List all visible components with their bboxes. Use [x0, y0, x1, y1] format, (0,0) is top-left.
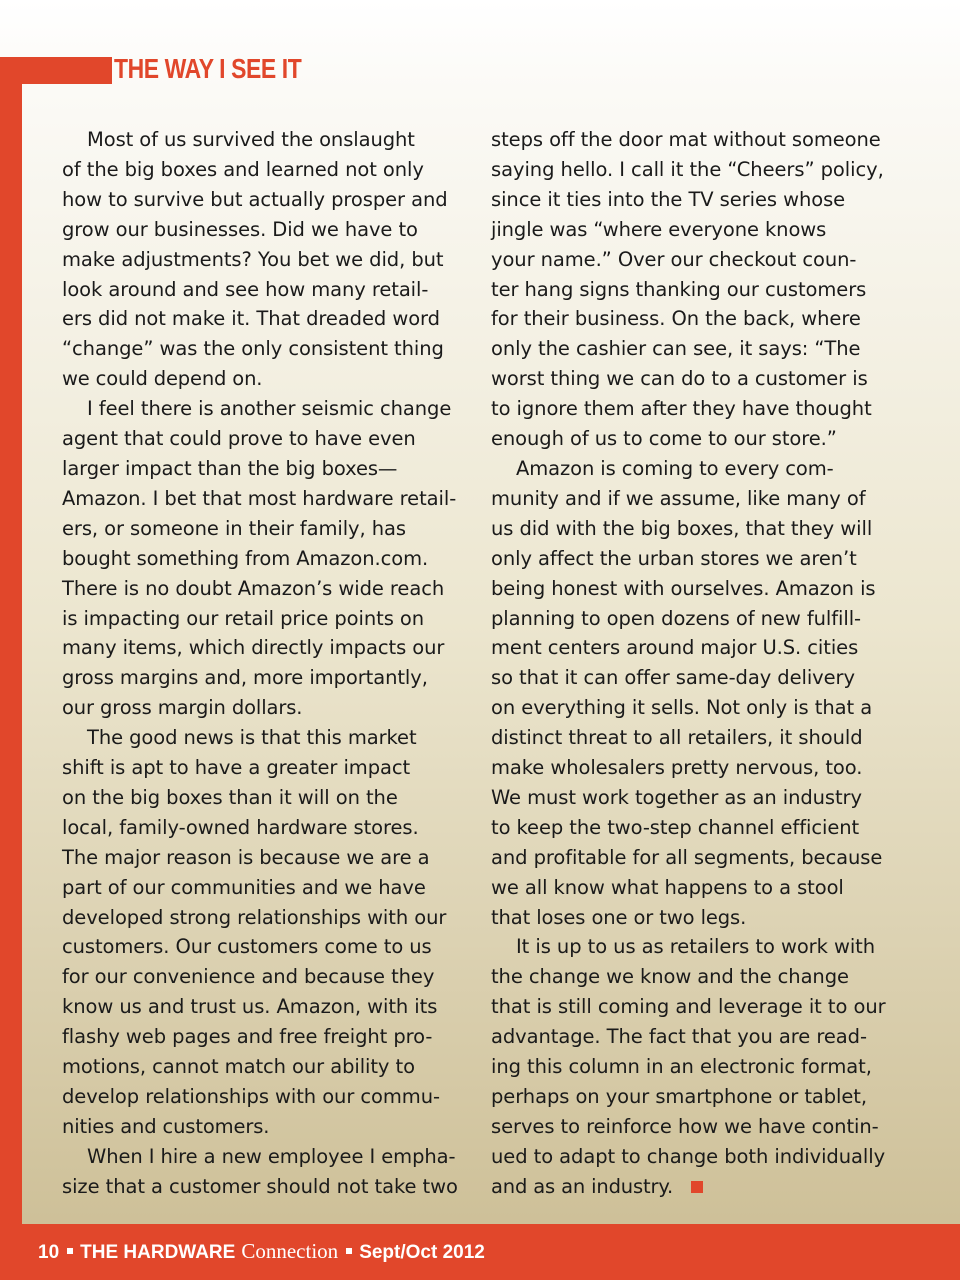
text-line	[491, 723, 906, 753]
text-line-content: When I hire a new employee I empha-	[87, 1144, 456, 1168]
text-line	[62, 753, 477, 783]
text-line-content: We must work together as an industry	[491, 785, 862, 809]
text-line	[62, 932, 477, 962]
end-of-article-square-icon	[691, 1181, 703, 1193]
text-line	[62, 1172, 477, 1202]
text-line-content: shift is apt to have a greater impact	[62, 756, 411, 780]
text-line	[491, 364, 906, 394]
text-line-content: to keep the two-step channel efficient	[491, 815, 860, 839]
text-line	[62, 245, 477, 275]
text-line-content: your name.” Over our checkout coun-	[491, 247, 857, 271]
text-line-content: to ignore them after they have thought	[491, 397, 872, 421]
text-line	[491, 932, 906, 962]
text-line-content: The major reason is because we are a	[62, 845, 430, 869]
text-line-content: agent that could prove to have even	[62, 427, 416, 451]
text-line-content: planning to open dozens of new fulfill-	[491, 606, 862, 630]
text-line	[491, 663, 906, 693]
text-line-content: gross margins and, more importantly,	[62, 666, 428, 690]
text-line	[62, 962, 477, 992]
section-label: THE WAY I SEE IT	[114, 53, 302, 84]
text-line-content: and as an industry.	[491, 1174, 673, 1198]
text-line-content: make wholesalers pretty nervous, too.	[491, 756, 863, 780]
text-line	[491, 1112, 906, 1142]
text-line	[491, 275, 906, 305]
text-line-content: for our convenience and because they	[62, 965, 435, 989]
text-line-content: Amazon is coming to every com-	[516, 456, 834, 480]
text-line	[62, 574, 477, 604]
text-line	[491, 1052, 906, 1082]
text-line	[491, 245, 906, 275]
text-line-content: steps off the door mat without someone	[491, 128, 881, 151]
text-line	[491, 574, 906, 604]
text-line-content: enough of us to come to our store.”	[491, 427, 837, 451]
header-accent-bar	[0, 57, 112, 84]
text-line-content: that is still coming and leverage it to our	[491, 995, 886, 1019]
text-line	[62, 304, 477, 334]
text-line	[62, 783, 477, 813]
text-line	[491, 1172, 906, 1202]
text-line-content: I feel there is another seismic change	[87, 397, 452, 421]
bullet-separator-icon	[346, 1248, 352, 1254]
text-line	[62, 1052, 477, 1082]
text-line	[491, 484, 906, 514]
text-line-content: ued to adapt to change both individually	[491, 1144, 886, 1168]
text-line-content: and profitable for all segments, because	[491, 845, 883, 869]
text-line-content: bought something from Amazon.com.	[62, 546, 429, 570]
text-line-content: ter hang signs thanking our customers	[491, 277, 867, 301]
text-line-content: motions, cannot match our ability to	[62, 1055, 415, 1079]
text-line-content: of the big boxes and learned not only	[62, 157, 424, 181]
text-line-content: how to survive but actually prosper and	[62, 187, 448, 211]
text-line	[62, 693, 477, 723]
text-line-content: is impacting our retail price points on	[62, 606, 425, 630]
text-line-content: being honest with ourselves. Amazon is	[491, 576, 876, 600]
text-line	[491, 693, 906, 723]
text-line	[491, 962, 906, 992]
text-line-content: the change we know and the change	[491, 965, 849, 989]
text-line-content: know us and trust us. Amazon, with its	[62, 995, 438, 1019]
text-line	[491, 843, 906, 873]
text-line	[62, 633, 477, 663]
text-line	[491, 544, 906, 574]
text-line	[62, 992, 477, 1022]
text-line-content: customers. Our customers come to us	[62, 935, 432, 959]
text-line-content: distinct threat to all retailers, it should	[491, 726, 863, 750]
publication-name: THE HARDWARE	[80, 1242, 236, 1263]
text-line-content: There is no doubt Amazon’s wide reach	[62, 576, 445, 600]
footer-folio	[38, 1239, 485, 1264]
text-line	[491, 783, 906, 813]
text-line-content: only the cashier can see, it says: “The	[491, 337, 861, 361]
text-line	[62, 1082, 477, 1112]
text-line	[62, 155, 477, 185]
text-line-content: advantage. The fact that you are read-	[491, 1025, 867, 1049]
text-line	[62, 275, 477, 305]
text-line-content: we could depend on.	[62, 367, 263, 391]
text-line-content: nities and customers.	[62, 1114, 270, 1138]
text-line	[62, 394, 477, 424]
text-line	[491, 873, 906, 903]
text-line-content: munity and if we assume, like many of	[491, 486, 866, 510]
text-line-content: that loses one or two legs.	[491, 905, 747, 929]
text-line	[491, 215, 906, 245]
publication-name-suffix: Connection	[241, 1239, 339, 1263]
text-line-content: Most of us survived the onslaught	[87, 128, 415, 151]
text-line	[491, 334, 906, 364]
text-line	[491, 394, 906, 424]
text-line-content: flashy web pages and free freight pro-	[62, 1025, 433, 1049]
text-line-content: size that a customer should not take two	[62, 1174, 458, 1198]
text-line	[491, 604, 906, 634]
text-line	[491, 125, 906, 155]
text-line-content: developed strong relationships with our	[62, 905, 447, 929]
text-line-content: look around and see how many retail-	[62, 277, 429, 301]
text-line	[62, 1112, 477, 1142]
text-line	[62, 125, 477, 155]
text-line-content: many items, which directly impacts our	[62, 636, 445, 660]
text-line-content: for their business. On the back, where	[491, 307, 861, 331]
text-line-content: make adjustments? You bet we did, but	[62, 247, 444, 271]
text-line	[62, 813, 477, 843]
text-line	[62, 1022, 477, 1052]
text-line	[491, 992, 906, 1022]
text-line	[62, 215, 477, 245]
text-line	[491, 155, 906, 185]
text-line	[491, 753, 906, 783]
text-line-content: “change” was the only consistent thing	[62, 337, 444, 361]
text-line-content: saying hello. I call it the “Cheers” policy,	[491, 157, 884, 181]
text-line-content: ers, or someone in their family, has	[62, 516, 406, 540]
text-line	[491, 903, 906, 933]
issue-date: Sept/Oct 2012	[359, 1242, 485, 1263]
page-footer	[0, 1224, 960, 1280]
left-accent-bar	[0, 57, 22, 1224]
text-line-content: It is up to us as retailers to work with	[516, 935, 876, 959]
text-line	[62, 663, 477, 693]
text-line	[62, 723, 477, 753]
text-line	[62, 873, 477, 903]
text-line	[62, 424, 477, 454]
text-line-content: develop relationships with our commu-	[62, 1085, 440, 1108]
text-line-content: grow our businesses. Did we have to	[62, 217, 418, 241]
text-line-content: on the big boxes than it will on the	[62, 785, 398, 809]
text-line-content: part of our communities and we have	[62, 875, 426, 899]
text-line	[62, 514, 477, 544]
text-line-content: Amazon. I bet that most hardware retail-	[62, 486, 457, 510]
bullet-separator-icon	[67, 1248, 73, 1254]
text-line	[491, 304, 906, 334]
text-line	[62, 185, 477, 215]
text-line	[62, 364, 477, 394]
page-number: 10	[38, 1242, 60, 1263]
text-line	[491, 514, 906, 544]
text-line-content: jingle was “where everyone knows	[491, 217, 827, 241]
text-line	[62, 604, 477, 634]
text-line-content: on everything it sells. Not only is that a	[491, 696, 873, 720]
text-line	[491, 633, 906, 663]
text-line	[62, 484, 477, 514]
text-line	[62, 903, 477, 933]
text-line-content: worst thing we can do to a customer is	[491, 367, 868, 391]
text-line-content: ing this column in an electronic format,	[491, 1055, 872, 1079]
text-line	[491, 813, 906, 843]
text-line-content: us did with the big boxes, that they will	[491, 516, 873, 540]
text-line-content: larger impact than the big boxes—	[62, 456, 398, 480]
text-line	[62, 334, 477, 364]
text-line	[62, 1142, 477, 1172]
text-line-content: local, family-owned hardware stores.	[62, 815, 419, 839]
text-line	[491, 454, 906, 484]
text-line-content: our gross margin dollars.	[62, 696, 303, 720]
article-column-left	[62, 125, 477, 1202]
text-line-content: since it ties into the TV series whose	[491, 187, 846, 211]
text-line-content: only affect the urban stores we aren’t	[491, 546, 857, 570]
article-column-right	[491, 125, 906, 1202]
text-line	[491, 185, 906, 215]
text-line	[62, 454, 477, 484]
text-line	[62, 843, 477, 873]
text-line	[62, 544, 477, 574]
text-line	[491, 424, 906, 454]
text-line-content: we all know what happens to a stool	[491, 875, 844, 899]
text-line-content: perhaps on your smartphone or tablet,	[491, 1085, 867, 1108]
text-line-content: ment centers around major U.S. cities	[491, 636, 859, 660]
text-line	[491, 1022, 906, 1052]
text-line-content: serves to reinforce how we have contin-	[491, 1114, 879, 1138]
text-line	[491, 1082, 906, 1112]
text-line-content: ers did not make it. That dreaded word	[62, 307, 440, 331]
text-line	[491, 1142, 906, 1172]
text-line-content: so that it can offer same-day delivery	[491, 666, 855, 690]
text-line-content: The good news is that this market	[87, 726, 417, 750]
